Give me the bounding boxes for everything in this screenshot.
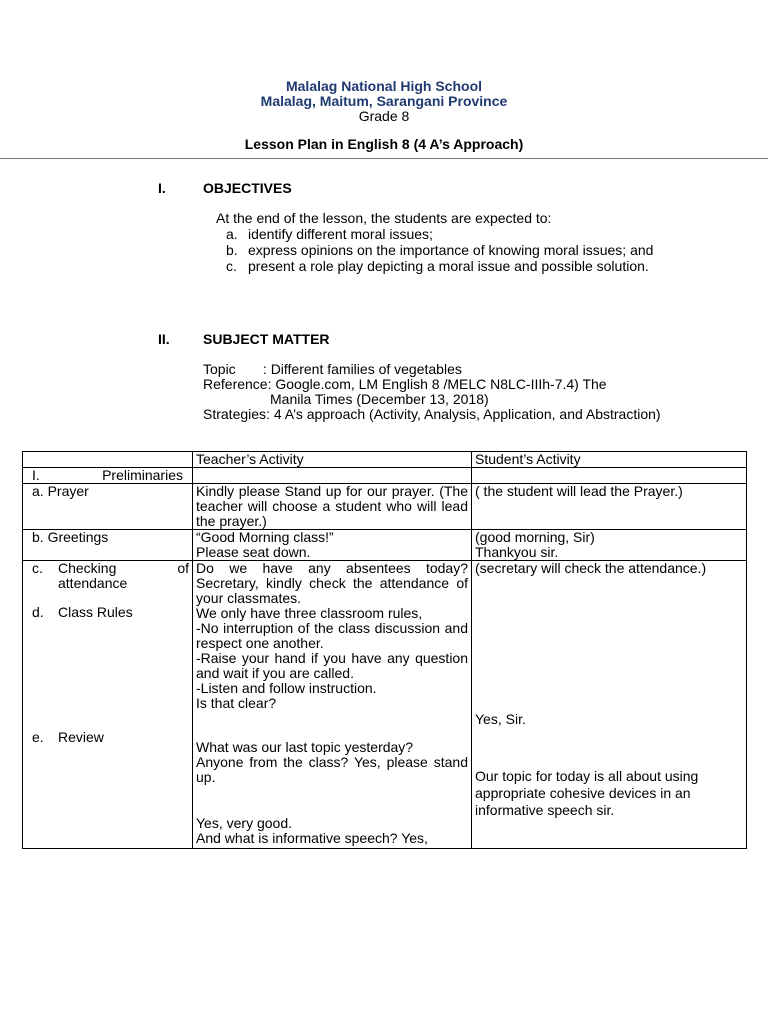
class-rules-label: Class Rules <box>58 604 133 620</box>
checking-letter: c. <box>32 560 43 576</box>
class-rules-item <box>26 605 189 620</box>
header-student-activity: Student’s Activity <box>472 452 747 468</box>
greetings-student-line: (good morning, Sir) <box>475 529 595 545</box>
greetings-teacher-cell <box>193 530 472 561</box>
preliminaries-teacher-cell <box>193 468 472 484</box>
preliminaries-student-cell <box>472 468 747 484</box>
school-name: Malalag National High School <box>285 78 483 94</box>
review-question: What was our last topic yesterday? <box>196 739 414 755</box>
school-address: Malalag, Maitum, Sarangani Province <box>260 93 508 109</box>
objective-text: identify different moral issues; <box>248 226 433 242</box>
class-rules-letter: d. <box>32 604 44 620</box>
class-rules-line: -Raise your hand if you have any question and wait if you are called. <box>196 650 468 681</box>
main-labels-cell <box>23 561 193 849</box>
main-student-cell <box>472 561 747 849</box>
table-row-preliminaries <box>23 468 747 484</box>
school-header <box>0 79 768 109</box>
class-rules-line: -Listen and follow instruction. <box>196 680 377 696</box>
greetings-teacher-line: “Good Morning class!” <box>196 529 334 545</box>
greetings-student-cell <box>472 530 747 561</box>
topic-line: Topic : Different families of vegetables <box>203 361 462 377</box>
subject-matter-heading: SUBJECT MATTER <box>203 331 330 347</box>
objective-item <box>226 242 677 258</box>
objectives-intro: At the end of the lesson, the students are expected to: <box>216 210 552 226</box>
subject-matter-body <box>203 362 677 422</box>
table-row-greetings <box>23 530 747 561</box>
class-rules-line: -No interruption of the class discussion and respect one another. <box>196 620 468 651</box>
table-header-row <box>23 452 747 468</box>
main-teacher-cell <box>193 561 472 849</box>
review-response: Yes, very good. <box>196 815 292 831</box>
table-row-prayer <box>23 484 747 530</box>
header-divider <box>0 158 768 159</box>
preliminaries-cell <box>23 468 193 484</box>
reference-line: Reference: Google.com, LM English 8 /MELC N8LC-IIIh-7.4) The <box>203 376 607 392</box>
objective-text: present a role play depicting a moral issue and possible solution. <box>248 258 649 274</box>
review-item <box>26 730 189 745</box>
objectives-number: I. <box>158 180 166 196</box>
strategies-line: Strategies: 4 A’s approach (Activity, Analysis, Application, and Abstraction) <box>203 406 661 422</box>
class-rules-line: Is that clear? <box>196 695 277 711</box>
checking-teacher: Do we have any absentees today? Secretary, kindly check the attendance of your classmates. <box>196 560 468 606</box>
review-question: Anyone from the class? Yes, please stand up. <box>196 754 468 785</box>
review-label: Review <box>58 729 104 745</box>
prayer-label: a. Prayer <box>23 484 193 530</box>
header-teacher-activity: Teacher’s Activity <box>193 452 472 468</box>
lesson-plan-title: Lesson Plan in English 8 (4 A’s Approach) <box>244 136 524 152</box>
checking-student: (secretary will check the attendance.) <box>475 560 707 576</box>
objectives-list <box>226 226 677 274</box>
class-rules-student: Yes, Sir. <box>475 711 526 727</box>
greetings-student-line: Thankyou sir. <box>475 544 559 560</box>
checking-item <box>26 561 189 591</box>
review-question: And what is informative speech? Yes, <box>196 830 428 846</box>
objective-item <box>226 258 677 274</box>
objectives-heading: OBJECTIVES <box>203 180 292 196</box>
greetings-teacher-line: Please seat down. <box>196 544 311 560</box>
objective-letter: c. <box>226 258 237 274</box>
objective-letter: b. <box>226 242 238 258</box>
table-row-main <box>23 561 747 849</box>
objective-letter: a. <box>226 226 238 242</box>
prayer-teacher: Kindly please Stand up for our prayer. (The teacher will choose a student who will lead the prayer.) <box>193 484 472 530</box>
checking-label: Checking of attendance <box>58 560 189 591</box>
header-cell-blank <box>23 452 193 468</box>
objective-item <box>226 226 677 242</box>
review-letter: e. <box>32 729 44 745</box>
reference-line-continued: Manila Times (December 13, 2018) <box>270 391 489 407</box>
class-rules-line: We only have three classroom rules, <box>196 605 423 621</box>
lesson-activity-table <box>22 451 747 849</box>
objective-text: express opinions on the importance of knowing moral issues; and <box>248 242 654 258</box>
prayer-student: ( the student will lead the Prayer.) <box>472 484 747 530</box>
greetings-label: b. Greetings <box>23 530 193 561</box>
preliminaries-label: Preliminaries <box>102 467 183 483</box>
subject-matter-number: II. <box>158 331 170 347</box>
review-student: Our topic for today is all about using appropriate cohesive devices in an informative speech sir. <box>475 768 699 818</box>
preliminaries-number: I. <box>32 467 40 483</box>
grade-level: Grade 8 <box>358 108 410 124</box>
